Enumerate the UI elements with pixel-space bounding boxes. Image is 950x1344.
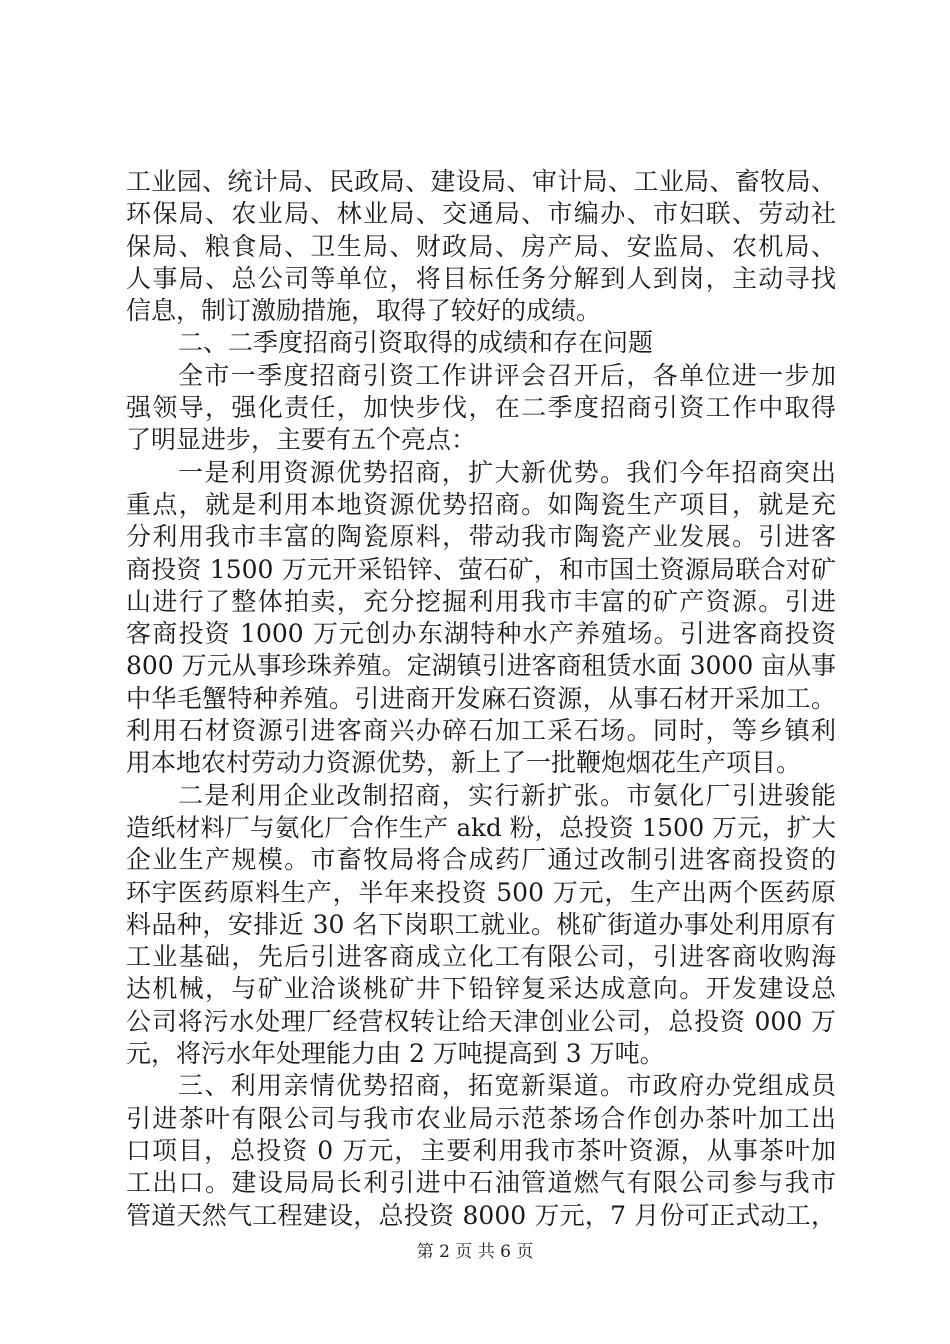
document-body: [126, 166, 836, 1232]
text-line: 口项目，总投资 0 万元，主要利用我市茶叶资源，从事茶叶加: [126, 1135, 836, 1165]
text-line: 分利用我市丰富的陶瓷原料，带动我市陶瓷产业发展。引进客: [126, 522, 836, 552]
text-line: 二是利用企业改制招商，实行新扩张。市氨化厂引进骏能: [178, 780, 836, 810]
text-line: 商投资 1500 万元开采铅锌、萤石矿，和市国土资源局联合对矿: [126, 554, 836, 584]
text-line: 山进行了整体拍卖，充分挖掘利用我市丰富的矿产资源。引进: [126, 586, 836, 616]
text-line: 工业基础，先后引进客商成立化工有限公司，引进客商收购海: [126, 942, 836, 972]
text-line: 客商投资 1000 万元创办东湖特种水产养殖场。引进客商投资: [126, 619, 836, 649]
text-line: 造纸材料厂与氨化厂合作生产 akd 粉，总投资 1500 万元，扩大: [126, 812, 836, 842]
text-line: 环保局、农业局、林业局、交通局、市编办、市妇联、劳动社: [126, 199, 836, 229]
text-line: 公司将污水处理厂经营权转让给天津创业公司，总投资 000 万: [126, 1006, 836, 1036]
text-line: 引进茶叶有限公司与我市农业局示范茶场合作创办茶叶加工出: [126, 1103, 836, 1133]
text-line: 环宇医药原料生产，半年来投资 500 万元，生产出两个医药原: [126, 877, 836, 907]
text-line: 一是利用资源优势招商，扩大新优势。我们今年招商突出: [178, 457, 836, 487]
text-line: 三、利用亲情优势招商，拓宽新渠道。市政府办党组成员: [178, 1071, 836, 1101]
text-line: 用本地农村劳动力资源优势，新上了一批鞭炮烟花生产项目。: [126, 748, 802, 778]
text-line: 料品种，安排近 30 名下岗职工就业。桃矿街道办事处利用原有: [126, 909, 836, 939]
page-footer: 第 2 页 共 6 页: [416, 1242, 534, 1262]
text-line: 全市一季度招商引资工作讲评会召开后，各单位进一步加: [178, 360, 836, 390]
text-line: 工出口。建设局局长利引进中石油管道燃气有限公司参与我市: [126, 1168, 836, 1198]
text-line: 保局、粮食局、卫生局、财政局、房产局、安监局、农机局、: [126, 231, 836, 261]
text-line: 企业生产规模。市畜牧局将合成药厂通过改制引进客商投资的: [126, 845, 836, 875]
text-line: 达机械，与矿业洽谈桃矿井下铅锌复采达成意向。开发建设总: [126, 974, 836, 1004]
text-line: 人事局、总公司等单位，将目标任务分解到人到岗，主动寻找: [126, 263, 836, 293]
text-line: 元，将污水年处理能力由 2 万吨提高到 3 万吨。: [126, 1039, 665, 1069]
text-line: 信息，制订激励措施，取得了较好的成绩。: [126, 296, 602, 326]
text-line: 工业园、统计局、民政局、建设局、审计局、工业局、畜牧局、: [126, 167, 836, 196]
text-line: 二、二季度招商引资取得的成绩和存在问题: [178, 328, 654, 358]
text-line: 中华毛蟹特种养殖。引进商开发麻石资源，从事石材开采加工。: [126, 683, 836, 713]
text-line: 重点，就是利用本地资源优势招商。如陶瓷生产项目，就是充: [126, 489, 836, 519]
text-line: 800 万元从事珍珠养殖。定湖镇引进客商租赁水面 3000 亩从事: [126, 651, 836, 681]
text-line: 强领导，强化责任，加快步伐，在二季度招商引资工作中取得: [126, 393, 836, 423]
text-line: 利用石材资源引进客商兴办碎石加工采石场。同时，等乡镇利: [126, 716, 836, 746]
text-line: 了明显进步，主要有五个亮点：: [126, 425, 477, 455]
text-line: 管道天然气工程建设，总投资 8000 万元，7 月份可正式动工，: [126, 1200, 836, 1230]
